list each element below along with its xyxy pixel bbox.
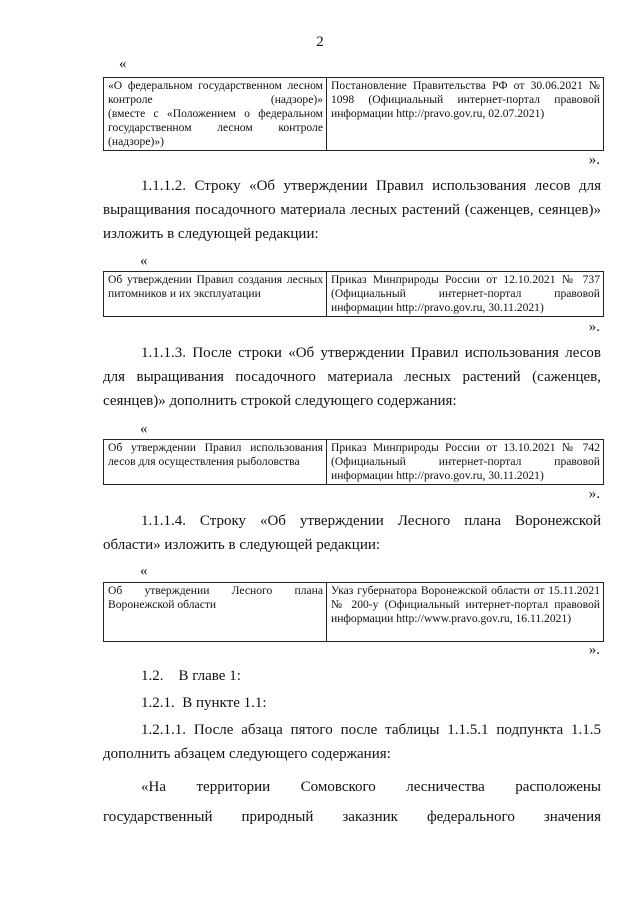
table-cell-title: Об утверждении Правил использования лесов для осуществления рыболовства <box>104 440 327 485</box>
table-cell-title: Об утверждении Правил создания лесных питомников и их эксплуатации <box>104 272 327 317</box>
table-cell-title: Об утверждении Лесного плана Воронежской области <box>104 583 327 642</box>
cell-line: (вместе с «Положением о федеральном государственном лесном контроле (надзоре)») <box>108 107 323 148</box>
close-quote: ». <box>588 152 600 168</box>
open-quote: « <box>119 56 127 72</box>
paragraph: «На территории Сомовского лесничества расположены государственный природный заказник федерального значения <box>103 779 601 825</box>
close-quote: ». <box>588 319 600 335</box>
table-cell-source: Приказ Минприроды России от 13.10.2021 № 742 (Официальный интернет-портал правовой информации http://pravo.gov.ru, 30.11.2021) <box>327 440 604 485</box>
table-cell-title <box>104 78 327 151</box>
paragraph: 1.2.1. В пункте 1.1: <box>141 695 267 711</box>
paragraph: 1.1.1.4. Строку «Об утверждении Лесного плана Воронежской области» изложить в следующей редакции: <box>103 513 601 553</box>
row-table <box>103 439 604 485</box>
row-table <box>103 582 604 642</box>
open-quote: « <box>140 253 148 269</box>
page-number: 2 <box>316 34 324 50</box>
table-cell-source: Постановление Правительства РФ от 30.06.2021 № 1098 (Официальный интернет-портал правовой информации http://pravo.gov.ru, 02.07.2021) <box>327 78 604 151</box>
paragraph: 1.1.1.3. После строки «Об утверждении Правил использования лесов для выращивания посадочного материала лесных растений (саженцев, сеянцев)» дополнить строкой следующего содержания: <box>103 345 601 409</box>
cell-line: «О федеральном государственном лесном контроле (надзоре)» <box>108 79 323 106</box>
paragraph: 1.1.1.2. Строку «Об утверждении Правил использования лесов для выращивания посадочного материала лесных растений (саженцев, сеянцев)» изложить в следующей редакции: <box>103 178 601 242</box>
table-cell-source: Указ губернатора Воронежской области от 15.11.2021 № 200-у (Официальный интернет-портал правовой информации http://www.pravo.gov.ru, 16.11.2021) <box>327 583 604 642</box>
row-table <box>103 77 604 151</box>
close-quote: ». <box>588 486 600 502</box>
close-quote: ». <box>588 642 600 658</box>
open-quote: « <box>140 563 148 579</box>
table-cell-source: Приказ Минприроды России от 12.10.2021 № 737 (Официальный интернет-портал правовой информации http://pravo.gov.ru, 30.11.2021) <box>327 272 604 317</box>
paragraph: 1.2. В главе 1: <box>141 668 241 684</box>
paragraph: 1.2.1.1. После абзаца пятого после таблицы 1.1.5.1 подпункта 1.1.5 дополнить абзацем следующего содержания: <box>103 722 601 762</box>
row-table <box>103 271 604 317</box>
open-quote: « <box>140 421 148 437</box>
